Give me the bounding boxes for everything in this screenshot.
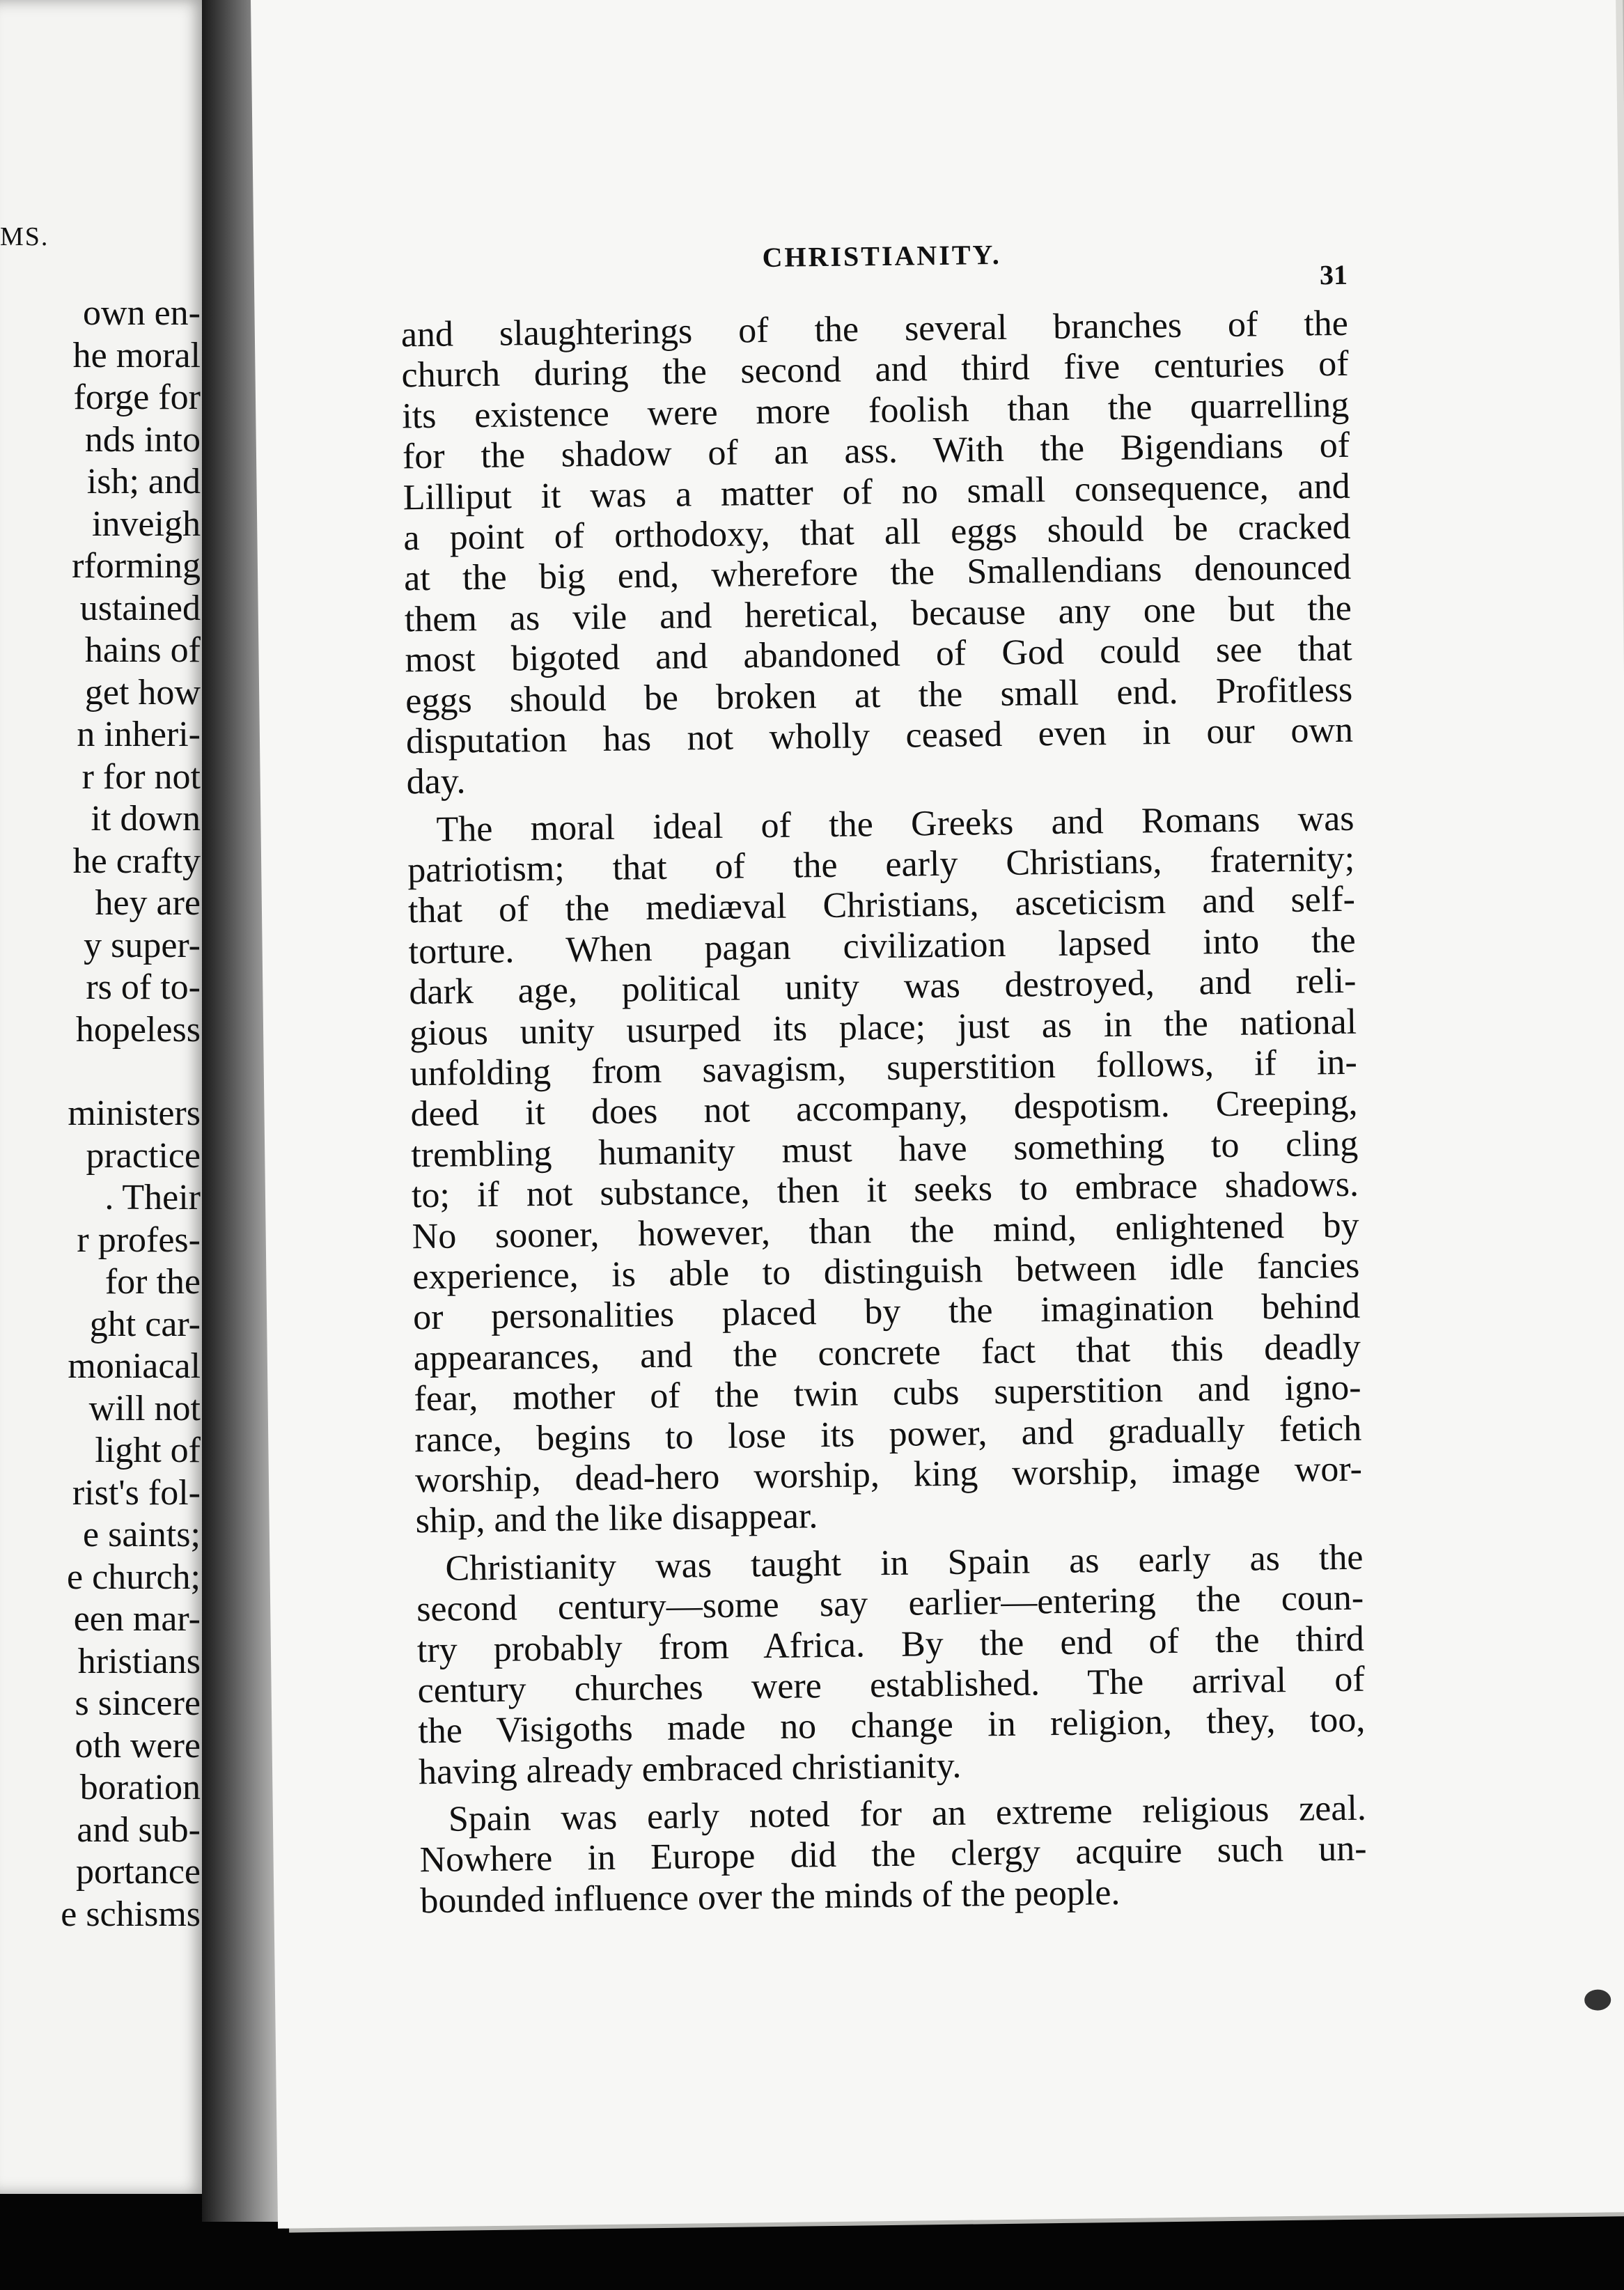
text-line: eggs should be broken at the small end. Profitless xyxy=(405,669,1353,721)
left-page-line: practice xyxy=(86,1135,201,1176)
left-page-text-column xyxy=(61,293,201,1935)
text-line: having already embraced christianity. xyxy=(418,1745,962,1792)
left-page-line: will not xyxy=(88,1388,201,1428)
paragraph xyxy=(407,798,1363,1542)
left-page-line: rforming xyxy=(72,546,201,586)
text-line: for the shadow of an ass. With the Bigendians of xyxy=(402,425,1350,477)
left-page-line: een mar- xyxy=(73,1599,201,1639)
left-page-line: rs of to- xyxy=(86,967,201,1007)
ink-speck xyxy=(1584,1989,1611,2010)
text-line: Spain was early noted for an extreme religious zeal. xyxy=(448,1788,1367,1839)
left-page-line: ish; and xyxy=(86,462,201,501)
page-body-text xyxy=(401,304,1368,1929)
left-page-header-fragment: MS. xyxy=(0,222,49,251)
text-line: bounded influence over the minds of the people. xyxy=(420,1872,1121,1922)
text-line: patriotism; that of the early Christians, fraternity; xyxy=(407,839,1355,891)
text-line: and slaughterings of the several branches of the xyxy=(400,303,1349,355)
text-line: deed it does not accompany, despotism. Creeping, xyxy=(410,1083,1358,1135)
text-line: disputation has not wholly ceased even in our own xyxy=(405,710,1354,762)
text-line: worship, dead-hero worship, king worship, image wor- xyxy=(414,1449,1363,1501)
text-line: or personalities placed by the imagination behind xyxy=(412,1286,1361,1338)
paragraph xyxy=(419,1789,1368,1922)
left-page-line: for the xyxy=(104,1262,201,1302)
text-line: torture. When pagan civilization lapsed into the xyxy=(408,920,1356,972)
right-page xyxy=(251,0,1624,2229)
paragraph xyxy=(416,1537,1366,1793)
page-number: 31 xyxy=(1319,258,1348,291)
left-page-line: n inheri- xyxy=(77,715,201,754)
left-page-line: get how xyxy=(84,672,201,712)
left-page-line xyxy=(61,1051,201,1093)
left-page-line: nds into xyxy=(84,419,201,460)
left-page-line: own en- xyxy=(83,293,201,333)
text-line: them as vile and heretical, because any one but the xyxy=(404,588,1352,640)
left-page-line: rist's fol- xyxy=(72,1472,201,1513)
text-line: gious unity usurped its place; just as in the national xyxy=(409,1002,1357,1053)
left-page-line: e church; xyxy=(66,1557,201,1597)
left-page-line: hains of xyxy=(84,630,201,670)
text-line: its existence were more foolish than the quarrelling xyxy=(401,384,1350,437)
text-line: rance, begins to lose its power, and gradually fetich xyxy=(414,1408,1362,1460)
text-line: ship, and the like disappear. xyxy=(415,1496,818,1541)
text-line: fear, mother of the twin cubs superstition and igno- xyxy=(414,1367,1361,1419)
text-line: to; if not substance, then it seeks to embrace shadows. xyxy=(411,1164,1359,1216)
text-line: the Visigoths made no change in religion, they, too, xyxy=(418,1699,1366,1752)
text-line: Nowhere in Europe did the clergy acquire such un- xyxy=(419,1829,1367,1880)
text-line: Christianity was taught in Spain as early as the xyxy=(445,1537,1364,1589)
text-line: try probably from Africa. By the end of the third xyxy=(416,1619,1365,1670)
left-page-line: forge for xyxy=(73,377,201,417)
left-page-line: it down xyxy=(91,799,201,839)
text-line: dark age, political unity was destroyed, and reli- xyxy=(409,960,1357,1013)
left-page-line: r for not xyxy=(81,756,201,797)
left-page-line: light of xyxy=(95,1431,201,1470)
text-line: most bigoted and abandoned of God could see that xyxy=(405,628,1352,680)
text-line: trembling humanity must have something to cling xyxy=(410,1123,1359,1176)
left-page-line: hey are xyxy=(95,883,201,923)
left-page-line: moniacal xyxy=(68,1346,201,1386)
text-line: experience, is able to distinguish between idle fancies xyxy=(412,1245,1360,1298)
paragraph xyxy=(401,304,1354,803)
left-page-line: e schisms xyxy=(61,1894,201,1934)
text-line: that of the mediæval Christians, asceticism and self- xyxy=(407,880,1356,931)
text-line: unfolding from savagism, superstition follows, if in- xyxy=(409,1042,1358,1094)
left-page xyxy=(0,0,209,2194)
left-page-line: inveigh xyxy=(92,504,201,544)
text-line: Lilliput it was a matter of no small consequence, and xyxy=(403,466,1350,517)
text-line: second century—some say earlier—entering the coun- xyxy=(416,1578,1364,1630)
text-line: No sooner, however, than the mind, enlightened by xyxy=(412,1205,1359,1256)
left-page-line: boration xyxy=(79,1768,201,1807)
left-page-line: oth were xyxy=(75,1725,201,1766)
left-page-line: he moral xyxy=(72,335,201,375)
left-page-line: ght car- xyxy=(89,1304,201,1344)
left-page-line: portance xyxy=(75,1852,201,1892)
left-page-line: e saints; xyxy=(83,1515,201,1555)
text-line: The moral ideal of the Greeks and Romans was xyxy=(436,798,1354,850)
left-page-line: hristians xyxy=(77,1641,201,1681)
text-line: day. xyxy=(406,761,466,802)
left-page-line: ministers xyxy=(68,1093,201,1133)
left-page-line: ustained xyxy=(79,588,201,628)
left-page-line: r profes- xyxy=(77,1220,201,1260)
running-head: CHRISTIANITY. xyxy=(762,238,1002,274)
text-line: church during the second and third five centuries of xyxy=(401,344,1349,396)
left-page-line: s sincere xyxy=(75,1683,201,1723)
left-page-line: y super- xyxy=(84,925,201,965)
left-page-line: he crafty xyxy=(72,841,201,881)
text-line: a point of orthodoxy, that all eggs should be cracked xyxy=(403,506,1351,559)
text-line: appearances, and the concrete fact that this deadly xyxy=(413,1327,1361,1379)
text-line: century churches were established. The arrival of xyxy=(417,1659,1365,1711)
left-page-line: hopeless xyxy=(75,1009,201,1050)
text-line: at the big end, wherefore the Smallendians denounced xyxy=(403,547,1352,599)
left-page-line: and sub- xyxy=(77,1809,201,1850)
left-page-line: . Their xyxy=(104,1178,201,1217)
